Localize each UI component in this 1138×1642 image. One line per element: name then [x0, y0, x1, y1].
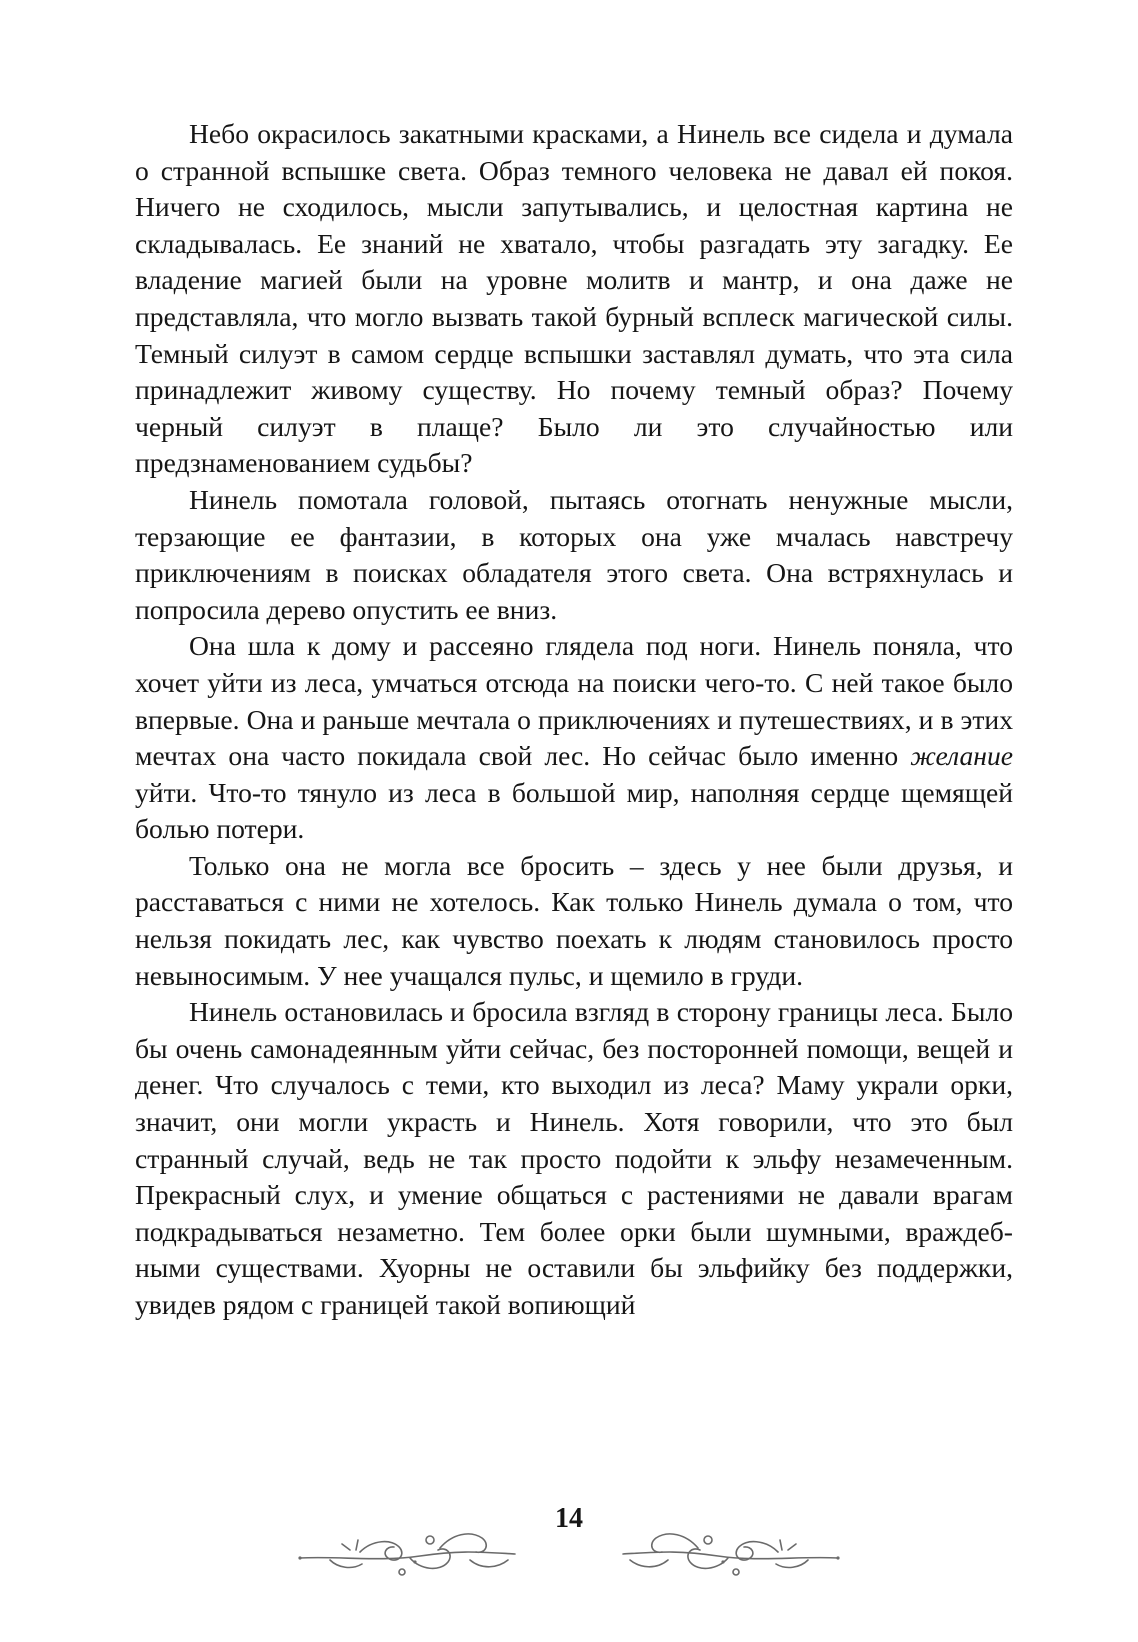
paragraph-3-end: уйти. Что-то тянуло из леса в большой мир, наполняя сердце щемящей болью потери.: [135, 776, 1013, 845]
emphasized-word: желание: [910, 740, 1013, 772]
page-number: 14: [555, 1503, 583, 1534]
paragraph-1: Небо окрасилось закатными красками, а Нинель все сидела и думала о странной вспышке света. Образ темного человека не давал ей покоя. Ничего не сходилось, мысли запутывались, и целостная картина не складывалась. Ее знаний не хватало, чтобы разгадать эту загадку. Ее владение магией были на уровне молитв и мантр, и она даже не представляла, что могло вызвать такой бурный всплеск магической силы. Темный силуэт в самом сердце вспышки заставлял думать, что эта сила принадлежит живому существу. Но почему темный образ? Почему черный силуэт в плаще? Было ли это случайностью или предзнаменованием судьбы?: [135, 118, 1013, 479]
paragraph-4: Только она не могла все бросить – здесь у нее были друзья, и расставаться с ними не хотелось. Как только Нинель думала о том, что нельзя покидать лес, как чувство поехать к людям становилось просто невыносимым. У нее учащался пульс, и щемило в груди.: [135, 849, 1013, 991]
paragraph-5: Нинель остановилась и бросила взгляд в сторону границы леса. Было бы очень самонадеянным уйти сейчас, без посторонней помощи, вещей и денег. Что случалось с теми, кто выходил из леса? Маму украли орки, значит, они могли украсть и Нинель. Хотя говорили, что это был странный случай, ведь не так просто подойти к эльфу незамеченным. Прекрасный слух, и умение общаться с растениями не давали врагам подкрадываться незаметно. Тем более орки были шумными, враждебными существами. Хуорны не оставили бы эльфийку без поддержки, увидев рядом с границей такой вопиющий: [135, 996, 1013, 1320]
paragraph-2: Нинель помотала головой, пытаясь отогнать ненужные мысли, терзающие ее фантазии, в которых она уже мчалась навстречу приключениям в поисках обладателя этого света. Она встряхнулась и попросила дерево опустить ее вниз.: [135, 483, 1013, 625]
paragraph-3: [135, 628, 1013, 848]
body-text: [135, 116, 1013, 1324]
paragraph-3-start: Она шла к дому и рассеяно глядела под ноги. Нинель поняла, что хочет уйти из леса, умчаться отсюда на поиски чего-то. С ней такое было впервые. Она и раньше мечтала о приключениях и путешествиях, и в этих мечтах она часто покидала свой лес. Но сейчас было именно: [135, 630, 1013, 772]
